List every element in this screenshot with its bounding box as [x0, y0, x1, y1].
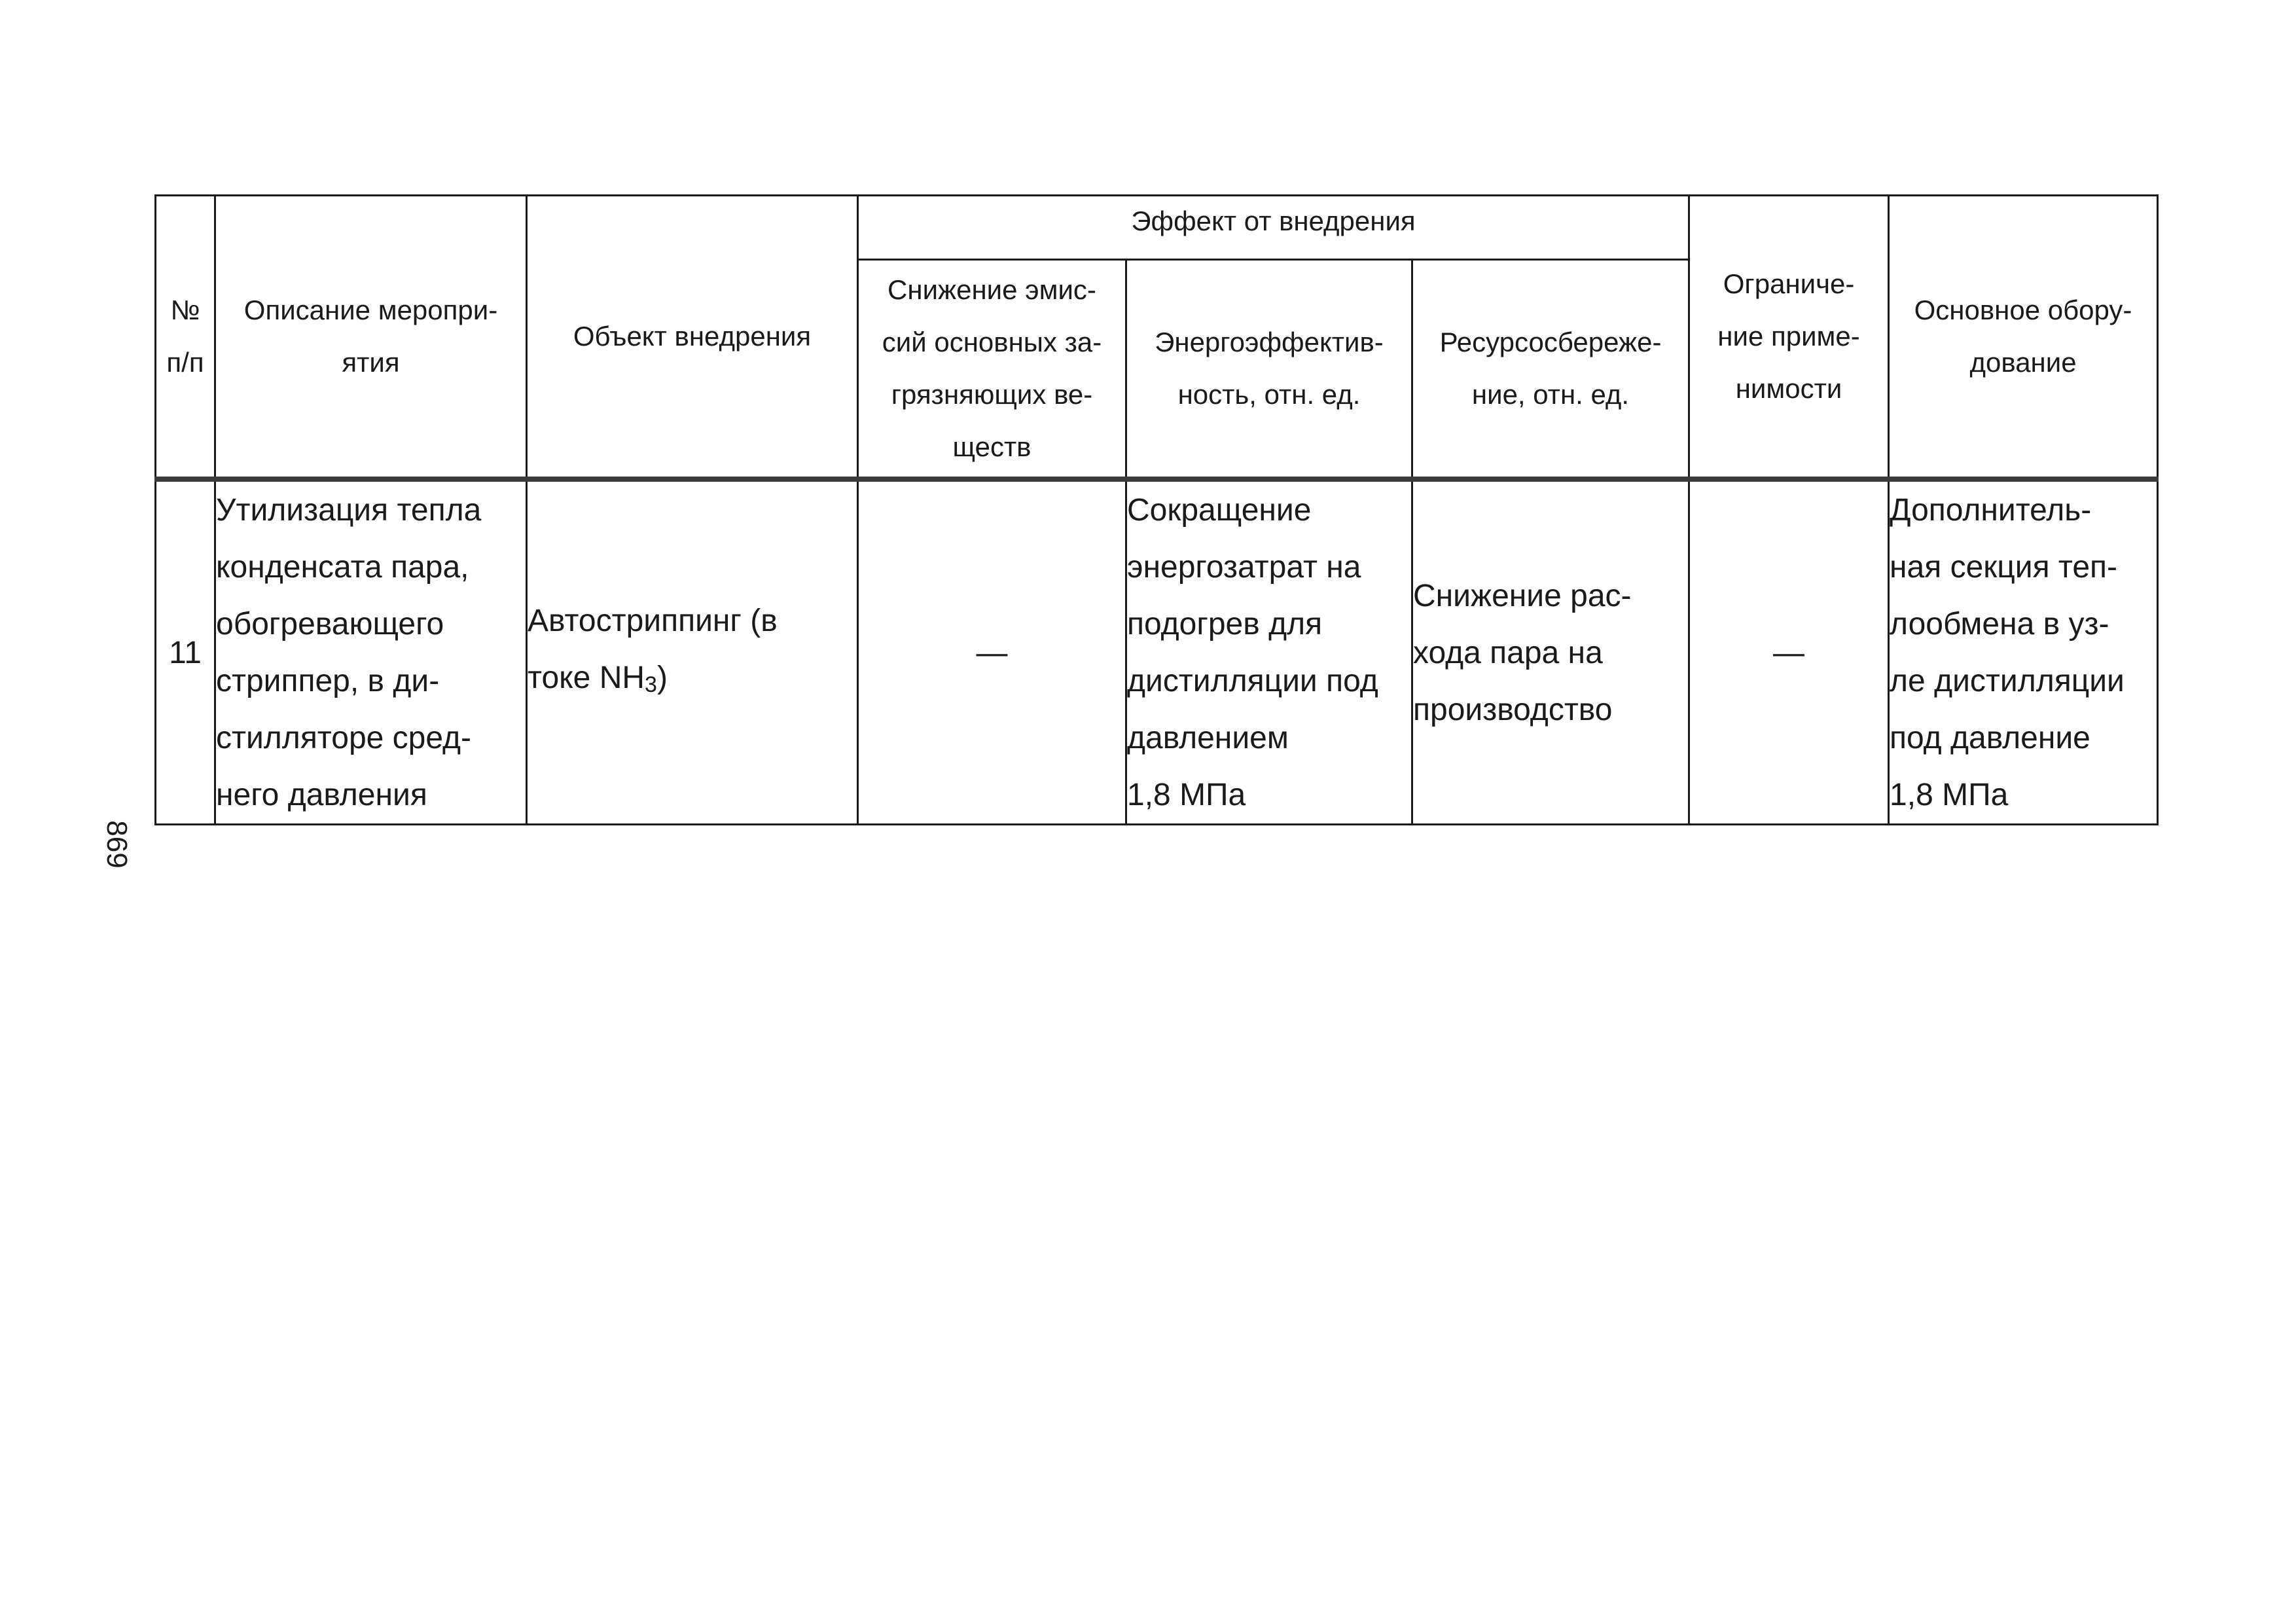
cell-description-line: конденсата пара,: [216, 550, 469, 585]
header-limits-line: ние приме-: [1717, 321, 1860, 352]
header-energy-line: ность, отн. ед.: [1177, 379, 1361, 410]
cell-object: [527, 479, 858, 825]
cell-energy: [1126, 479, 1412, 825]
cell-resource-line: хода пара на: [1413, 635, 1603, 670]
cell-equipment-line: Дополнитель-: [1890, 493, 2092, 528]
header-num-line: №: [170, 295, 200, 325]
header-row-1: [156, 196, 2158, 260]
cell-equipment-line: 1,8 МПа: [1890, 778, 2009, 812]
header-num: [156, 196, 215, 480]
header-resource-line: ние, отн. ед.: [1471, 379, 1630, 410]
table-row: [156, 479, 2158, 825]
cell-equipment: [1889, 479, 2158, 825]
header-effect-group: Эффект от внедрения: [858, 196, 1689, 260]
cell-equipment-line: ле дистилляции: [1890, 664, 2125, 698]
page-number: 869: [101, 820, 133, 869]
header-resource-line: Ресурсосбереже-: [1439, 327, 1662, 357]
cell-equipment-line: под давление: [1890, 721, 2090, 755]
cell-object-subscript: 3: [645, 672, 657, 697]
cell-description-line: него давления: [216, 778, 427, 812]
cell-equipment-line: лообмена в уз-: [1890, 607, 2109, 641]
header-equipment-line: дование: [1969, 347, 2077, 378]
cell-object-text: ): [656, 660, 668, 695]
header-limits-line: Ограниче-: [1723, 268, 1855, 299]
header-energy: [1126, 260, 1412, 480]
header-equipment-line: Основное обору-: [1914, 295, 2132, 325]
cell-energy-line: Сокращение: [1127, 493, 1312, 528]
cell-resource: [1412, 479, 1689, 825]
header-emissions-line: грязняющих ве-: [891, 379, 1093, 410]
header-description: [215, 196, 527, 480]
header-resource: [1412, 260, 1689, 480]
cell-object-line: Автостриппинг (в: [528, 603, 778, 638]
cell-energy-line: дистилляции под: [1127, 664, 1378, 698]
header-emissions-line: ществ: [952, 431, 1031, 462]
header-num-line: п/п: [166, 347, 204, 378]
measures-table: [154, 194, 2159, 825]
cell-equipment-line: ная секция теп-: [1890, 550, 2118, 585]
cell-limits: —: [1689, 479, 1889, 825]
cell-description: [215, 479, 527, 825]
cell-resource-line: производство: [1413, 692, 1613, 727]
cell-emissions: —: [858, 479, 1126, 825]
cell-object-line: [528, 649, 857, 713]
cell-resource-line: Снижение рас-: [1413, 578, 1632, 613]
header-description-line: ятия: [342, 347, 400, 378]
cell-energy-line: давлением: [1127, 721, 1289, 755]
header-object: Объект внедрения: [527, 196, 858, 480]
cell-description-line: обогревающего: [216, 607, 444, 641]
header-emissions: [858, 260, 1126, 480]
header-limits-line: нимости: [1735, 373, 1842, 404]
cell-energy-line: энергозатрат на: [1127, 550, 1361, 585]
header-energy-line: Энергоэффектив-: [1155, 327, 1384, 357]
cell-energy-line: подогрев для: [1127, 607, 1323, 641]
header-limits: [1689, 196, 1889, 480]
cell-num: 11: [156, 479, 215, 825]
cell-description-line: стилляторе сред-: [216, 721, 471, 755]
cell-object-text: токе NH: [528, 660, 645, 695]
header-description-line: Описание меропри-: [243, 295, 498, 325]
cell-description-line: Утилизация тепла: [216, 493, 482, 528]
cell-description-line: стриппер, в ди-: [216, 664, 440, 698]
cell-energy-line: 1,8 МПа: [1127, 778, 1246, 812]
header-equipment: [1889, 196, 2158, 480]
header-emissions-line: Снижение эмис-: [888, 274, 1096, 305]
header-emissions-line: сий основных за-: [882, 327, 1102, 357]
